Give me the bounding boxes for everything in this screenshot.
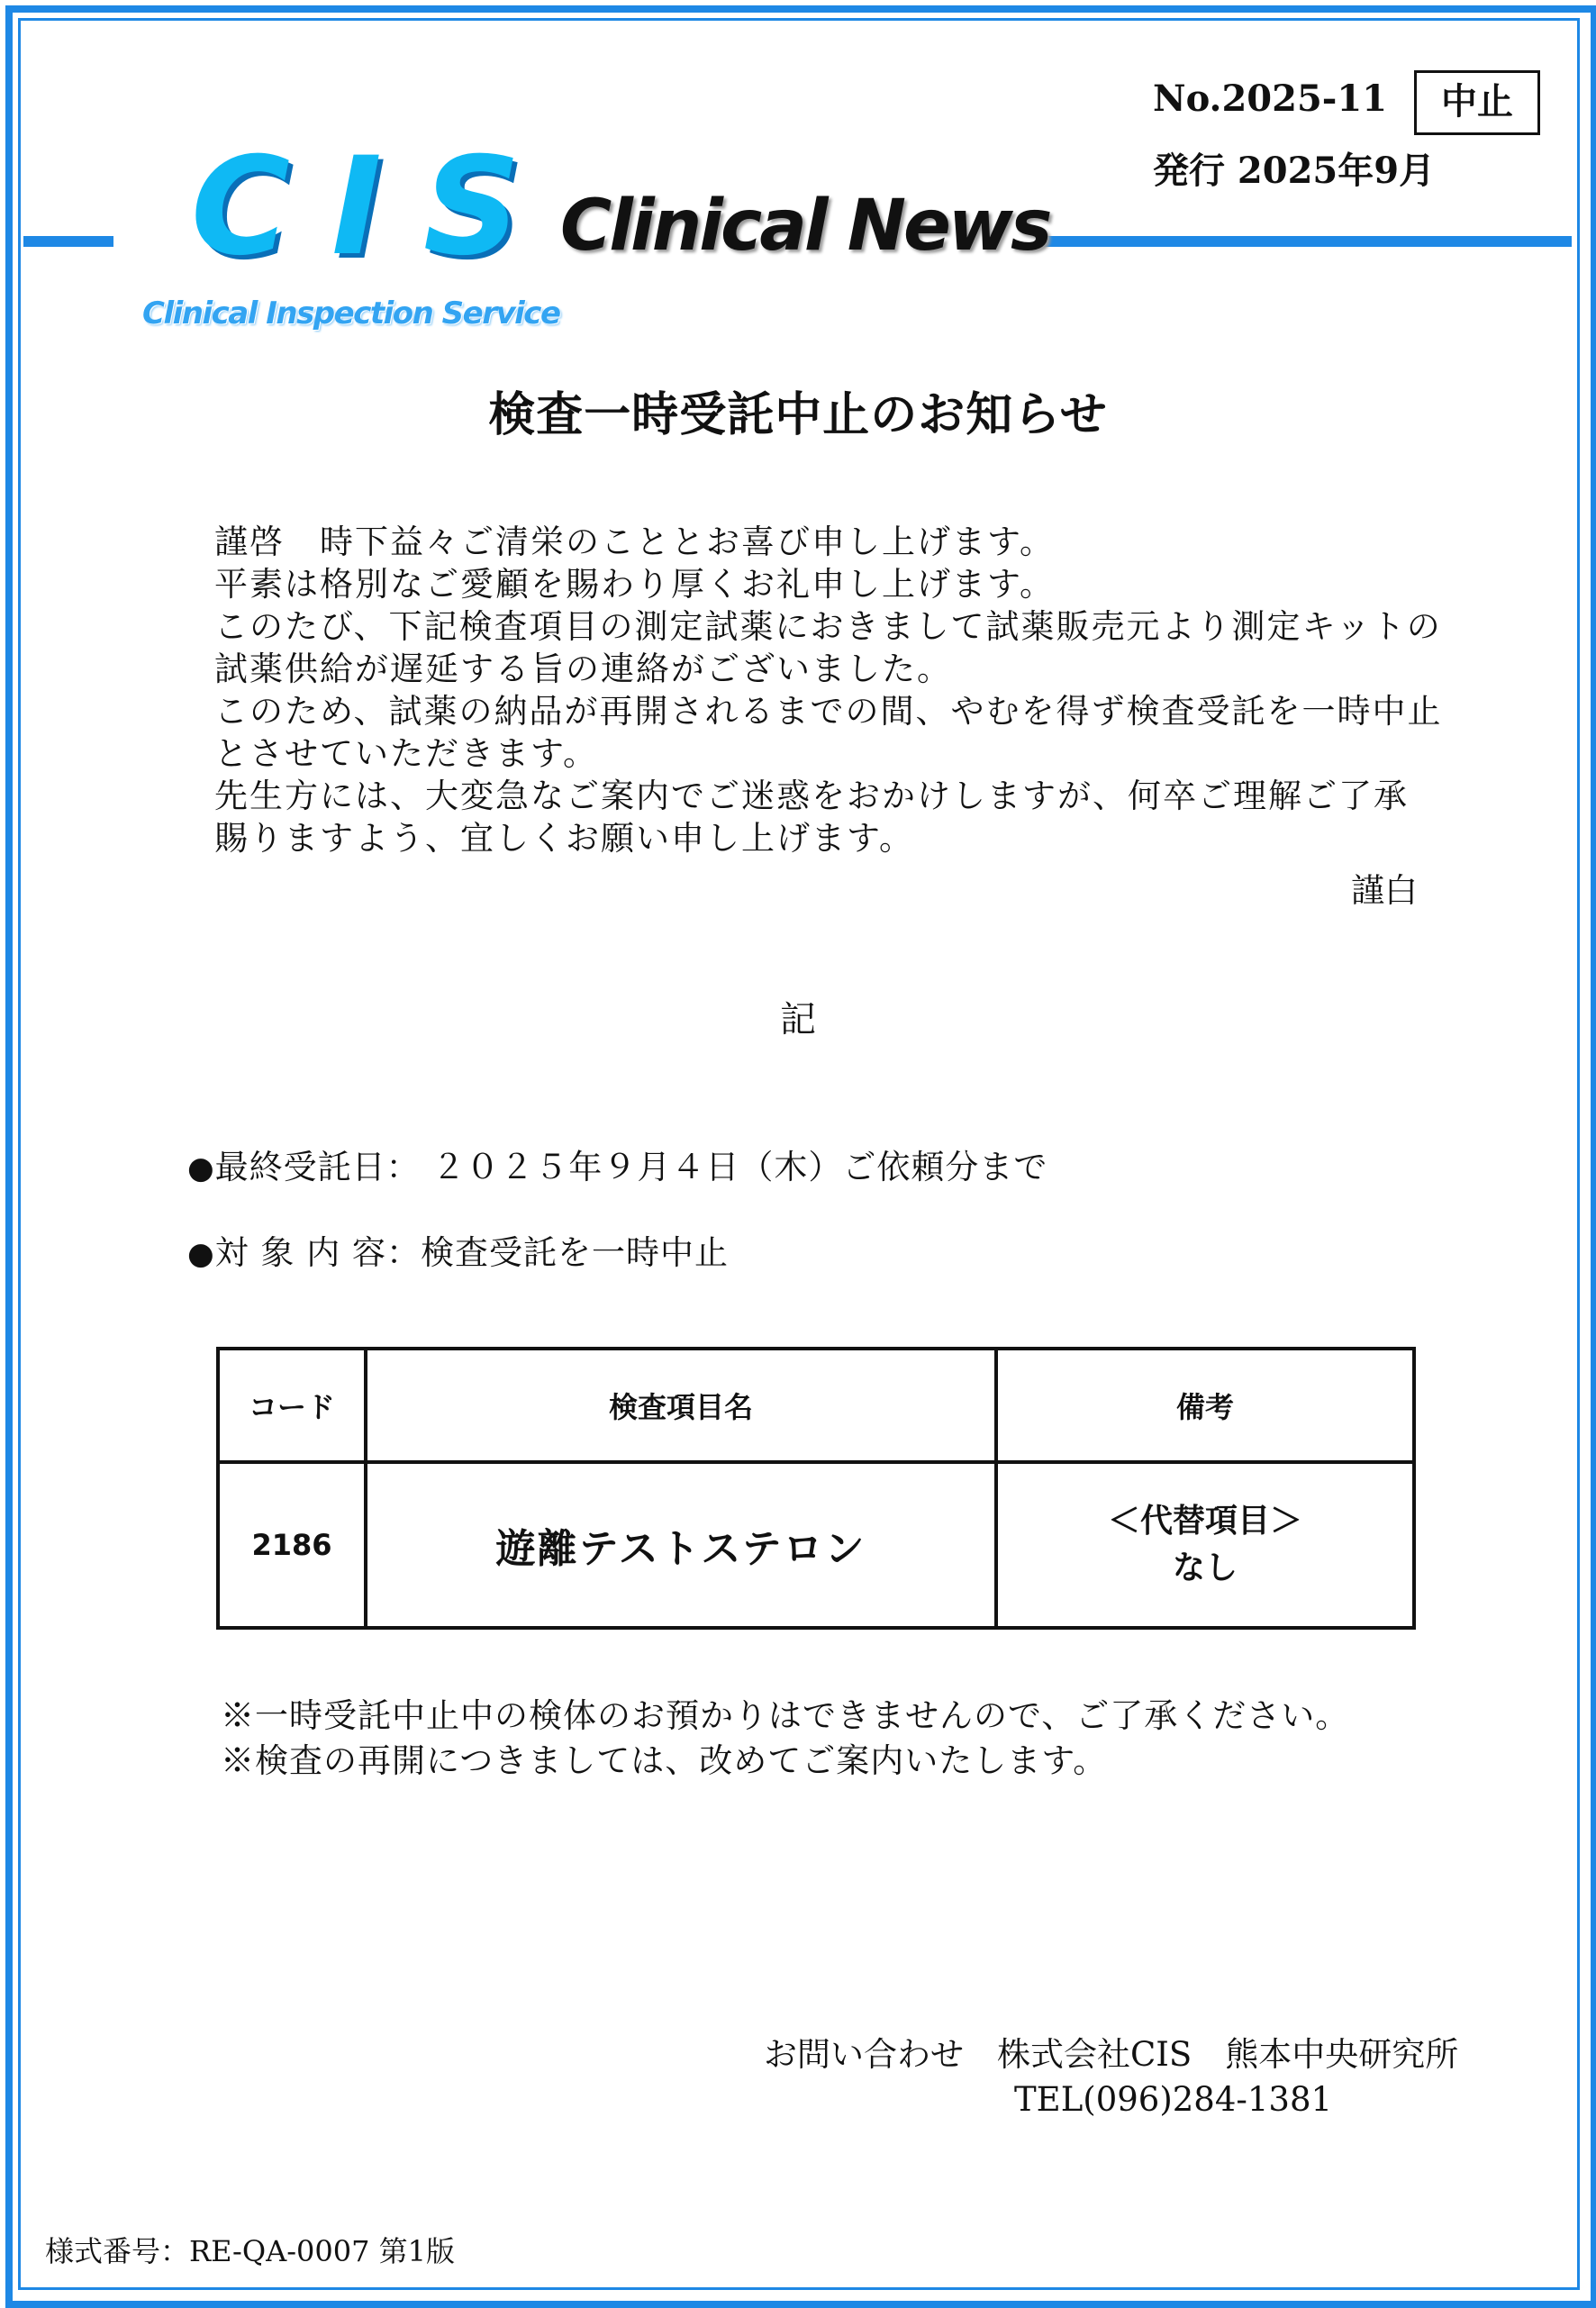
- table-header-row: [218, 1349, 1414, 1462]
- column-header-name: 検査項目名: [366, 1349, 996, 1462]
- remarks-line: なし: [1172, 1549, 1238, 1586]
- bullet-icon: ●: [187, 1236, 215, 1272]
- remarks-line: ＜代替項目＞: [1107, 1503, 1302, 1540]
- body-line: 先生方には、大変急なご案内でご迷惑をおかけしますが、何卒ご理解ご了承: [214, 777, 1409, 815]
- header-rule-right: [1040, 236, 1572, 247]
- notice-title: 検査一時受託中止のお知らせ: [488, 387, 1108, 442]
- body-line: 試薬供給が遅延する旨の連絡がございました。: [214, 650, 952, 688]
- ki-heading: 記: [780, 999, 816, 1040]
- logo-subtitle: Clinical Inspection Service: [142, 295, 560, 332]
- notice-body: [214, 521, 1475, 859]
- body-line: 賜りますよう、宜しくお願い申し上げます。: [214, 819, 915, 858]
- cell-remarks: [996, 1462, 1414, 1628]
- body-line: このため、試薬の納品が再開されるまでの間、やむを得ず検査受託を一時中止: [214, 692, 1443, 731]
- form-number: 様式番号：RE-QA-0007 第1版: [45, 2234, 455, 2268]
- target-item: [187, 1225, 729, 1274]
- table-row: [218, 1462, 1414, 1628]
- bullet-icon: ●: [187, 1150, 215, 1186]
- note-line: ※検査の再開につきましては、改めてご案内いたします。: [221, 1741, 1108, 1780]
- body-line: とさせていただきます。: [214, 734, 599, 773]
- notes: [221, 1694, 1349, 1784]
- body-line: 謹啓 時下益々ご清栄のこととお喜び申し上げます。: [214, 522, 1056, 561]
- newsletter-title: Clinical News: [560, 186, 1050, 267]
- note-line: ※一時受託中止中の検体のお預かりはできませんので、ご了承ください。: [221, 1696, 1350, 1735]
- last-date-value: ２０２５年９月４日（木）ご依頼分まで: [431, 1148, 1048, 1186]
- cis-logo: CIS: [191, 129, 562, 286]
- issue-date: 発行 2025年9月: [1153, 150, 1436, 192]
- closing-phrase: 謹白: [1351, 871, 1418, 910]
- target-value: 検査受託を一時中止: [420, 1233, 729, 1272]
- status-badge: 中止: [1414, 70, 1540, 135]
- contact-tel: TEL(096)284-1381: [1014, 2080, 1333, 2119]
- header-rule-left: [23, 236, 113, 247]
- contact-label: お問い合わせ: [764, 2035, 964, 2074]
- cell-code: 2186: [218, 1462, 366, 1628]
- last-date-label: 最終受託日：: [214, 1148, 421, 1186]
- cell-test-name: 遊離テストステロン: [366, 1462, 996, 1628]
- last-date-item: [187, 1140, 1047, 1188]
- body-line: このたび、下記検査項目の測定試薬におきまして試薬販売元より測定キットの: [214, 607, 1442, 646]
- contact-company: 株式会社CIS 熊本中央研究所: [997, 2035, 1459, 2074]
- issue-number: No.2025-11: [1153, 77, 1388, 120]
- column-header-remarks: 備考: [996, 1349, 1414, 1462]
- body-line: 平素は格別なご愛顧を賜わり厚くお礼申し上げます。: [214, 565, 1056, 604]
- test-items-table: [216, 1347, 1416, 1630]
- contact-block: [764, 2032, 1458, 2122]
- column-header-code: コード: [218, 1349, 366, 1462]
- target-label: 対 象 内 容：: [214, 1233, 421, 1272]
